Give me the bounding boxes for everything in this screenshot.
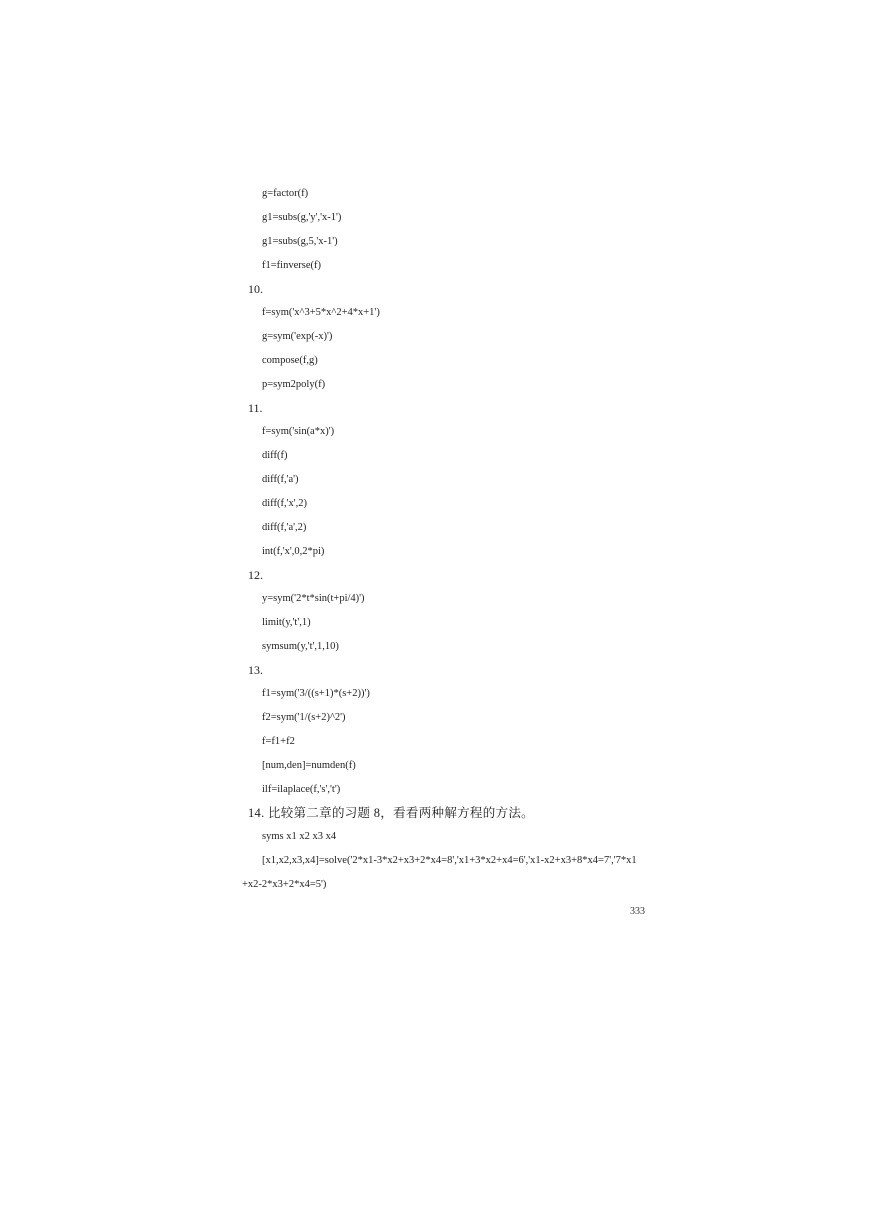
code-line: syms x1 x2 x3 x4 bbox=[262, 831, 337, 842]
exercise-heading: 14. 比较第二章的习题 8，看看两种解方程的方法。 bbox=[248, 806, 534, 820]
code-line: g1=subs(g,5,'x-1') bbox=[262, 236, 338, 247]
code-line: g=factor(f) bbox=[262, 188, 309, 199]
code-line: limit(y,'t',1) bbox=[262, 617, 311, 628]
exercise-number: 11. bbox=[248, 401, 263, 415]
code-line-continuation: +x2-2*x3+2*x4=5') bbox=[242, 879, 327, 890]
code-line: f=sym('sin(a*x)') bbox=[262, 426, 335, 437]
code-line: ilf=ilaplace(f,'s','t') bbox=[262, 784, 341, 795]
code-line: diff(f,'a',2) bbox=[262, 522, 307, 533]
code-line: f=sym('x^3+5*x^2+4*x+1') bbox=[262, 307, 380, 318]
code-line: symsum(y,'t',1,10) bbox=[262, 641, 339, 652]
code-line: diff(f) bbox=[262, 450, 288, 461]
code-line: p=sym2poly(f) bbox=[262, 379, 326, 390]
code-line: g=sym('exp(-x)') bbox=[262, 331, 333, 342]
code-line: [x1,x2,x3,x4]=solve('2*x1-3*x2+x3+2*x4=8','x1+3*x2+x4=6','x1-x2+x3+8*x4=7','7*x1 bbox=[262, 855, 637, 866]
exercise-number: 12. bbox=[248, 568, 263, 582]
code-line: [num,den]=numden(f) bbox=[262, 760, 356, 771]
code-line: g1=subs(g,'y','x-1') bbox=[262, 212, 342, 223]
code-line: f=f1+f2 bbox=[262, 736, 295, 747]
page-number: 333 bbox=[630, 906, 645, 917]
code-line: f1=sym('3/((s+1)*(s+2))') bbox=[262, 688, 370, 699]
code-line: compose(f,g) bbox=[262, 355, 318, 366]
exercise-number: 10. bbox=[248, 282, 263, 296]
code-line: y=sym('2*t*sin(t+pi/4)') bbox=[262, 593, 365, 604]
code-line: diff(f,'x',2) bbox=[262, 498, 307, 509]
code-line: diff(f,'a') bbox=[262, 474, 299, 485]
exercise-number: 13. bbox=[248, 663, 263, 677]
code-line: int(f,'x',0,2*pi) bbox=[262, 546, 325, 557]
code-line: f1=finverse(f) bbox=[262, 260, 321, 271]
code-line: f2=sym('1/(s+2)^2') bbox=[262, 712, 346, 723]
